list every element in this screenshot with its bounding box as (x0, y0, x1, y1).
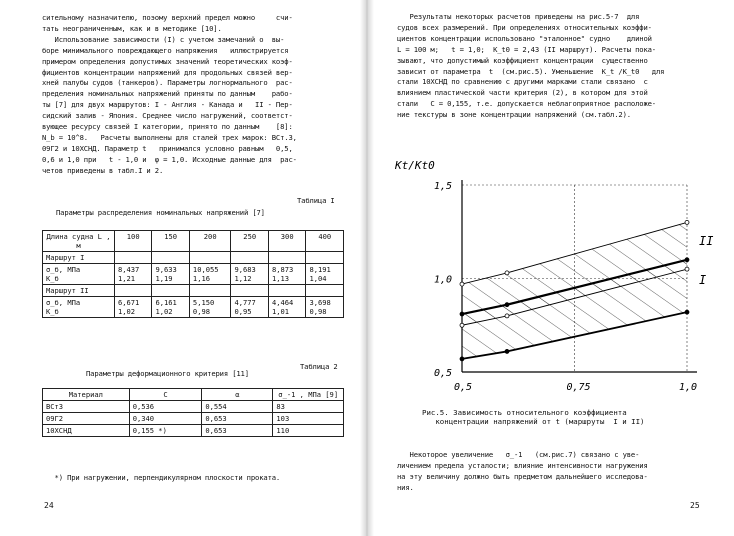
text-line: 09Г2 и 10ХСНД. Параметр t принимался условно равным 0,5, (42, 143, 293, 153)
text-line: на эту величину должно быть предметом дальнейшего исследова- (397, 471, 648, 481)
table-cell (231, 252, 268, 264)
right-body-text-bottom (397, 450, 648, 494)
text-line: Результаты некоторых расчетов приведены на рис.5-7 для (397, 12, 640, 21)
table-cell: 09Г2 (43, 413, 130, 425)
text-line: ния. (397, 482, 414, 492)
table-cell (306, 252, 344, 264)
table-header-cell: 400 (306, 231, 344, 252)
text-line: зывают, что допустимый коэффициент концентрации существенно (397, 55, 648, 65)
table-header-cell: 250 (231, 231, 268, 252)
table1-title: Параметры распределения номинальных напряжений [7] (56, 208, 265, 217)
table-row (43, 425, 344, 437)
table-header-cell: 200 (189, 231, 231, 252)
text-line: 0,6 и 1,0 при t - 1,0 и φ = 1,0. Исходные данные для рас- (42, 154, 297, 164)
table-cell: 6,671 1,02 (114, 297, 151, 318)
table-cell: 10ХСНД (43, 425, 130, 437)
table-row (43, 264, 344, 285)
table-cell: 0,653 (202, 413, 273, 425)
data-point (505, 349, 509, 353)
text-line: Некоторое увеличение σ_-1 (см.рис.7) связано с уве- (397, 450, 640, 459)
data-point (685, 267, 689, 271)
table-cell: 9,633 1,19 (152, 264, 189, 285)
table-cell (152, 285, 189, 297)
table-header-cell: Длина судна L , м (43, 231, 115, 252)
table-cell: 6,161 1,02 (152, 297, 189, 318)
data-point (685, 310, 689, 314)
table2-title: Параметры деформационного критерия [11] (86, 369, 249, 378)
caption-line: концентрации напряжений от t (маршруты I и II) (422, 417, 645, 426)
table2-label: Таблица 2 (300, 362, 338, 371)
table-cell: Маршрут I (43, 252, 115, 264)
table-header-cell: 100 (114, 231, 151, 252)
caption-line: Рис.5. Зависимость относительного коэффициента (422, 408, 627, 417)
data-point (505, 303, 509, 307)
text-line: вующее ресурсу связей I категории, принято по данным [8]: (42, 122, 293, 132)
x-tick-label: 0,5 (454, 382, 473, 393)
text-line: боре минимального повреждающего напряжения иллюстрируется (42, 45, 289, 55)
table-cell: 4,777 0,95 (231, 297, 268, 318)
table-header-cell: 150 (152, 231, 189, 252)
table-cell (306, 285, 344, 297)
x-tick-label: 0,75 (566, 382, 591, 393)
text-line: сительному назначителю, поэому верхний предел можно счи- (42, 13, 293, 22)
text-line: зависит от параметра t (см.рис.5). Уменьшение K_t /K_t0 для (397, 66, 665, 76)
data-point (505, 271, 509, 275)
table-cell: 110 (273, 425, 344, 437)
text-line: стали 10ХСНД по сравнению с другими марками стали связано с (397, 77, 648, 87)
table1-label: Таблица I (297, 196, 335, 205)
table-cell (152, 252, 189, 264)
table-header-cell: C (129, 389, 202, 401)
table-row (43, 285, 344, 297)
table-header-cell: 300 (268, 231, 305, 252)
figure-caption (422, 408, 644, 426)
table-row (43, 413, 344, 425)
table-row (43, 252, 344, 264)
text-line: четов приведены в табл.I и 2. (42, 165, 164, 175)
table-cell: 0,536 (129, 401, 202, 413)
text-line: ние текстуры в зоне концентрации напряжений (см.табл.2). (397, 110, 631, 120)
table-cell: 0,653 (202, 425, 273, 437)
text-line: сидский залив - Япония. Среднее число нагружений, соответст- (42, 111, 293, 121)
table-row (43, 297, 344, 318)
text-line: судов всех размерений. При определениях относительных коэффи- (397, 22, 652, 32)
page-number-right: 25 (690, 501, 700, 510)
table-cell: 4,464 1,01 (268, 297, 305, 318)
text-line: влиянием пластической части критерия (2), в котором для этой (397, 88, 648, 98)
footnote: *) При нагружении, перпендикулярном плоскости проката. (42, 473, 281, 482)
table-cell (114, 285, 151, 297)
y-tick-label: 1,5 (434, 181, 453, 192)
table-header-cell: σ_-1 , МПа [9] (273, 389, 344, 401)
table1 (42, 230, 344, 318)
table-cell: 5,150 0,98 (189, 297, 231, 318)
text-line: N_b = 10^8. Расчеты выполнены для сталей трех марок: ВСт.3, (42, 132, 297, 142)
text-line: пределения номинальных напряжений приняты по данным рабо- (42, 89, 293, 99)
data-point (460, 312, 464, 316)
data-point (460, 282, 464, 286)
table-cell: 0,554 (202, 401, 273, 413)
text-line: стали C = 0,155, т.е. допускается неблагоприятное расположе- (397, 99, 656, 109)
table-cell: ВСт3 (43, 401, 130, 413)
right-page (367, 0, 734, 536)
chart (387, 140, 717, 400)
table-cell: σ_б, МПа K_б (43, 297, 115, 318)
table-row (43, 401, 344, 413)
table-header-cell: Материал (43, 389, 130, 401)
table-cell (268, 252, 305, 264)
table-cell (189, 252, 231, 264)
table-cell: Маршрут II (43, 285, 115, 297)
right-body-text-top (397, 12, 664, 121)
table-cell: 8,873 1,13 (268, 264, 305, 285)
text-line: фициентов концентрации напряжений для продольных связей вер- (42, 67, 293, 77)
table-cell (231, 285, 268, 297)
table-cell: 10,055 1,16 (189, 264, 231, 285)
table-cell (114, 252, 151, 264)
table-cell: 0,340 (129, 413, 202, 425)
table-cell (189, 285, 231, 297)
left-body-text (42, 13, 297, 177)
text-line: L = 100 м; t = 1,0; K_t0 = 2,43 (II маршрут). Расчеты пока- (397, 44, 656, 54)
text-line: личением предела усталости; влияние интенсивности нагружения (397, 460, 648, 470)
table-cell: 103 (273, 413, 344, 425)
annotation-I: I (699, 273, 707, 288)
y-tick-label: 1,0 (434, 274, 453, 286)
table-cell (268, 285, 305, 297)
table-cell: 83 (273, 401, 344, 413)
data-point (460, 323, 464, 327)
table-cell: 3,698 0,98 (306, 297, 344, 318)
y-axis-label: Kt/Kt0 (395, 159, 435, 172)
data-point (505, 314, 509, 318)
table-cell: 0,155 *) (129, 425, 202, 437)
text-line: ты [7] для двух маршрутов: I - Англия - Канада и II - Пер- (42, 100, 293, 110)
y-tick-label: 0,5 (434, 368, 453, 379)
page-number-left: 24 (44, 501, 54, 510)
table-header-cell: α (202, 389, 273, 401)
table2 (42, 388, 344, 437)
table-cell: 8,437 1,21 (114, 264, 151, 285)
text-line: циентов концентрации использовано "эталонное" судно длиной (397, 33, 652, 43)
data-point (685, 258, 689, 262)
text-line: тать неограниченным, как и в методике [10]. (42, 23, 222, 33)
text-line: Использование зависимости (I) с учетом замечаний о вы- (42, 34, 285, 44)
table-cell: 8,191 1,04 (306, 264, 344, 285)
data-point (460, 357, 464, 361)
table-cell: 9,683 1,12 (231, 264, 268, 285)
x-tick-label: 1,0 (679, 382, 698, 393)
data-point (685, 220, 689, 224)
annotation-II: II (699, 233, 714, 248)
table-cell: σ_б, МПа K_б (43, 264, 115, 285)
text-line: хней палубы судов (танкеров). Параметры логнормального рас- (42, 78, 293, 88)
text-line: примером определения допустимых значений теоретических коэф- (42, 56, 293, 66)
